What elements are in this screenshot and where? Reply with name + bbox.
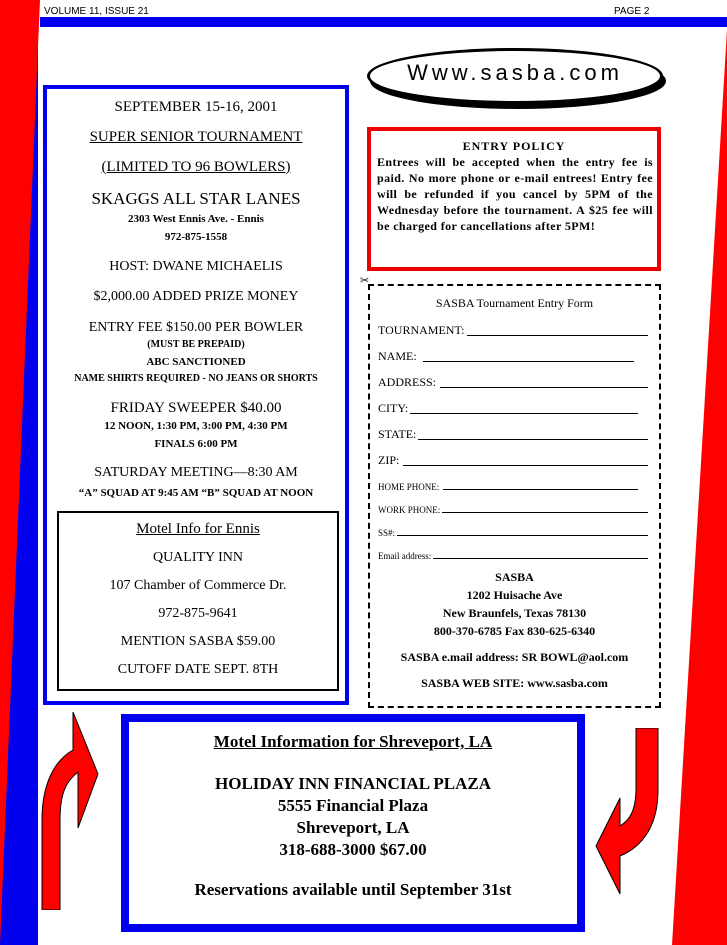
page-number: PAGE 2 bbox=[614, 6, 650, 17]
entry-policy-body: Entrees will be accepted when the entry fee is paid. No more phone or e-mail entrees! Entry fee will be refunded if you cancel by 5PM of the Wednesday before the tournament. A $25 fee will be charged for cancellations after 5PM! bbox=[377, 155, 653, 233]
sasba-phones: 800-370-6785 Fax 830-625-6340 bbox=[433, 624, 596, 638]
motel-ennis-name: QUALITY INN bbox=[152, 550, 244, 565]
top-blue-bar bbox=[40, 17, 727, 27]
left-red-stripe bbox=[0, 0, 40, 945]
name-field-line[interactable] bbox=[423, 360, 634, 362]
website-oval bbox=[367, 48, 663, 104]
tournament-limit: (LIMITED TO 96 BOWLERS) bbox=[101, 159, 291, 175]
tournament-field-label: TOURNAMENT: bbox=[378, 323, 465, 337]
email-field-line[interactable] bbox=[433, 557, 648, 559]
saturday-meeting: SATURDAY MEETING—8:30 AM bbox=[94, 465, 298, 480]
address-field-label: ADDRESS: bbox=[378, 375, 437, 389]
motel-shreveport-city: Shreveport, LA bbox=[296, 818, 410, 837]
zip-field-line[interactable] bbox=[403, 464, 648, 466]
right-red-stripe bbox=[672, 30, 727, 945]
entry-policy-box bbox=[367, 127, 661, 271]
name-field[interactable] bbox=[378, 348, 648, 364]
work-phone-line[interactable] bbox=[442, 511, 648, 513]
ss-field-line[interactable] bbox=[397, 534, 648, 536]
sasba-website: SASBA WEB SITE: www.sasba.com bbox=[421, 676, 608, 690]
sanctioned-note: ABC SANCTIONED bbox=[146, 356, 246, 368]
state-field[interactable] bbox=[378, 426, 648, 442]
prize-money: $2,000.00 ADDED PRIZE MONEY bbox=[93, 289, 299, 304]
tournament-info-box bbox=[43, 85, 349, 705]
address-field-line[interactable] bbox=[440, 386, 648, 388]
name-field-label: NAME: bbox=[378, 349, 417, 363]
city-field[interactable] bbox=[378, 400, 648, 416]
finals-time: FINALS 6:00 PM bbox=[154, 438, 238, 450]
state-field-line[interactable] bbox=[418, 438, 648, 440]
sasba-org: SASBA bbox=[495, 570, 534, 584]
motel-ennis-box bbox=[57, 511, 339, 691]
sasba-street: 1202 Huisache Ave bbox=[466, 588, 563, 602]
home-phone-field[interactable] bbox=[378, 476, 648, 492]
host-line: HOST: DWANE MICHAELIS bbox=[109, 259, 283, 274]
motel-shreveport-title: Motel Information for Shreveport, LA bbox=[213, 732, 493, 751]
tournament-field[interactable] bbox=[378, 322, 648, 338]
address-field[interactable] bbox=[378, 374, 648, 390]
entry-form-title: SASBA Tournament Entry Form bbox=[435, 296, 594, 310]
dress-code: NAME SHIRTS REQUIRED - NO JEANS OR SHORTS bbox=[74, 373, 318, 384]
volume-label: VOLUME 11, ISSUE 21 bbox=[44, 6, 149, 17]
work-phone-label: WORK PHONE: bbox=[378, 505, 441, 515]
sweeper-times: 12 NOON, 1:30 PM, 3:00 PM, 4:30 PM bbox=[104, 420, 288, 432]
scissors-icon: ✂ bbox=[360, 275, 370, 287]
ss-field[interactable] bbox=[378, 522, 648, 538]
entry-form bbox=[368, 284, 661, 708]
motel-shreveport-address: 5555 Financial Plaza bbox=[277, 796, 429, 815]
motel-ennis-title: Motel Info for Ennis bbox=[136, 521, 260, 537]
email-field[interactable] bbox=[378, 545, 648, 561]
ss-field-label: SS#: bbox=[378, 528, 396, 538]
venue-address: 2303 West Ennis Ave. - Ennis bbox=[128, 213, 264, 225]
state-field-label: STATE: bbox=[378, 427, 417, 441]
city-field-label: CITY: bbox=[378, 401, 409, 415]
work-phone-field[interactable] bbox=[378, 499, 648, 515]
motel-shreveport-phone-price: 318-688-3000 $67.00 bbox=[279, 840, 427, 859]
motel-shreveport-box bbox=[121, 714, 585, 932]
zip-field-label: ZIP: bbox=[378, 453, 400, 467]
zip-field[interactable] bbox=[378, 452, 648, 468]
motel-ennis-cutoff: CUTOFF DATE SEPT. 8TH bbox=[117, 662, 279, 677]
entry-policy-title: ENTRY POLICY bbox=[462, 139, 566, 153]
email-field-label: Email address: bbox=[378, 551, 432, 561]
sasba-email: SASBA e.mail address: SR BOWL@aol.com bbox=[400, 650, 629, 664]
motel-ennis-mention: MENTION SASBA $59.00 bbox=[120, 634, 276, 649]
home-phone-label: HOME PHONE: bbox=[378, 482, 440, 492]
up-arrow-icon bbox=[38, 710, 100, 910]
tournament-dates: SEPTEMBER 15-16, 2001 bbox=[114, 99, 278, 115]
city-field-line[interactable] bbox=[410, 412, 638, 414]
home-phone-line[interactable] bbox=[443, 488, 638, 490]
motel-ennis-phone: 972-875-9641 bbox=[158, 606, 238, 621]
squad-times: “A” SQUAD AT 9:45 AM “B” SQUAD AT NOON bbox=[78, 487, 314, 499]
entry-fee: ENTRY FEE $150.00 PER BOWLER bbox=[88, 320, 304, 335]
prepaid-note: (MUST BE PREPAID) bbox=[147, 339, 245, 350]
friday-sweeper: FRIDAY SWEEPER $40.00 bbox=[110, 400, 282, 416]
tournament-field-line[interactable] bbox=[467, 334, 648, 336]
down-arrow-icon bbox=[594, 728, 662, 898]
website-text: Www.sasba.com bbox=[407, 60, 623, 85]
venue-phone: 972-875-1558 bbox=[164, 231, 228, 243]
motel-shreveport-reservations: Reservations available until September 31st bbox=[194, 880, 512, 899]
motel-ennis-address: 107 Chamber of Commerce Dr. bbox=[109, 578, 287, 593]
tournament-name: SUPER SENIOR TOURNAMENT bbox=[89, 129, 303, 145]
venue-name: SKAGGS ALL STAR LANES bbox=[91, 189, 301, 208]
sasba-city: New Braunfels, Texas 78130 bbox=[442, 606, 587, 620]
motel-shreveport-hotel: HOLIDAY INN FINANCIAL PLAZA bbox=[215, 774, 491, 793]
